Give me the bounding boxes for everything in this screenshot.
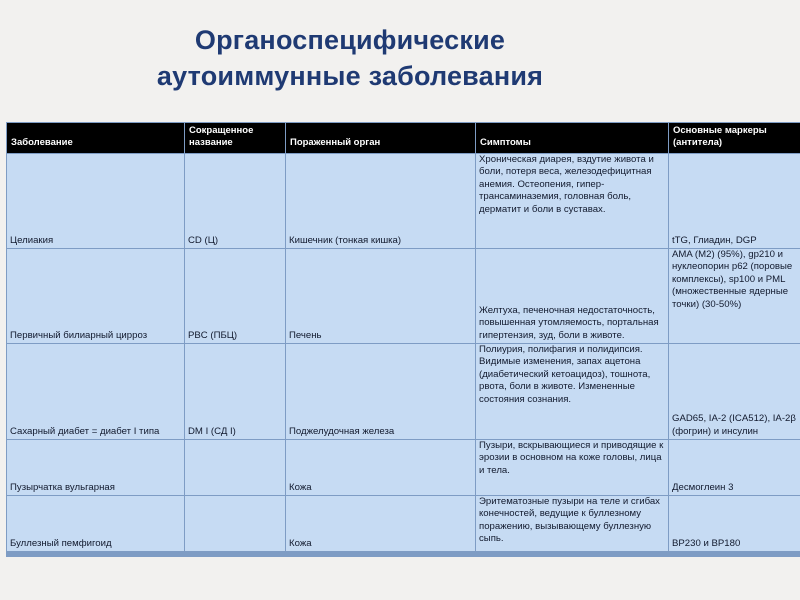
cell-disease: Целиакия: [7, 154, 185, 249]
cell-organ: Кожа: [286, 496, 476, 552]
cell-organ: Кожа: [286, 440, 476, 496]
cell-symptoms: Хроническая диарея, вздутие живота и боли, потеря веса, железодефицитная анемия. Остеопения, гипер-трансаминаземия, головная боль, дерматит и боли в суставах.: [476, 154, 669, 249]
cell-abbreviation: [185, 440, 286, 496]
cell-disease: Пузырчатка вульгарная: [7, 440, 185, 496]
cell-markers: BP230 и BP180: [669, 496, 800, 552]
cell-organ: Кишечник (тонкая кишка): [286, 154, 476, 249]
cell-abbreviation: CD (Ц): [185, 154, 286, 249]
cell-organ: Поджелудочная железа: [286, 344, 476, 440]
diseases-table: [6, 122, 800, 552]
cell-markers: tTG, Глиадин, DGP: [669, 154, 800, 249]
cell-symptoms: Полиурия, полифагия и полидипсия. Видимые изменения, запах ацетона (диабетический кетоацидоз), тошнота, рвота, боли в животе. Измененные состояния сознания.: [476, 344, 669, 440]
cell-symptoms: Эритематозные пузыри на теле и сгибах конечностей, ведущие к буллезному поражению, вызывающему буллезную сыпь.: [476, 496, 669, 552]
cell-disease: Первичный билиарный цирроз: [7, 249, 185, 344]
cell-disease: Буллезный пемфигоид: [7, 496, 185, 552]
slide-title-line-1: Органоспецифические: [194, 25, 506, 55]
header-markers: Основные маркеры (антитела): [669, 123, 800, 154]
cell-markers: GAD65, IA-2 (ICA512), IA-2β (фогрин) и инсулин: [669, 344, 800, 440]
slide-title: [0, 22, 700, 94]
cell-symptoms: Пузыри, вскрывающиеся и приводящие к эрозии в основном на коже головы, лица и тела.: [476, 440, 669, 496]
cell-abbreviation: DM I (СД I): [185, 344, 286, 440]
header-abbreviation: Сокращенное название: [185, 123, 286, 154]
header-symptoms: Симптомы: [476, 123, 669, 154]
cell-abbreviation: [185, 496, 286, 552]
table-row: [7, 249, 800, 344]
table-row: [7, 154, 800, 249]
cell-abbreviation: PBC (ПБЦ): [185, 249, 286, 344]
cell-markers: Десмоглеин 3: [669, 440, 800, 496]
cell-symptoms: Желтуха, печеночная недостаточность, повышенная утомляемость, портальная гипертензия, зуд, боли в животе.: [476, 249, 669, 344]
cell-markers: AMA (M2) (95%), gp210 и нуклеопорин p62 (поровые комплексы), sp100 и PML (множественные ядерные точки) (30-50%): [669, 249, 800, 344]
header-organ: Пораженный орган: [286, 123, 476, 154]
cell-organ: Печень: [286, 249, 476, 344]
table-row: [7, 496, 800, 552]
cell-disease: Сахарный диабет = диабет I типа: [7, 344, 185, 440]
header-disease: Заболевание: [7, 123, 185, 154]
table-row: [7, 440, 800, 496]
table-row: [7, 344, 800, 440]
diseases-table-frame: [6, 122, 800, 557]
slide-title-line-2: аутоиммунные заболевания: [156, 61, 544, 91]
table-header-row: [7, 123, 800, 154]
